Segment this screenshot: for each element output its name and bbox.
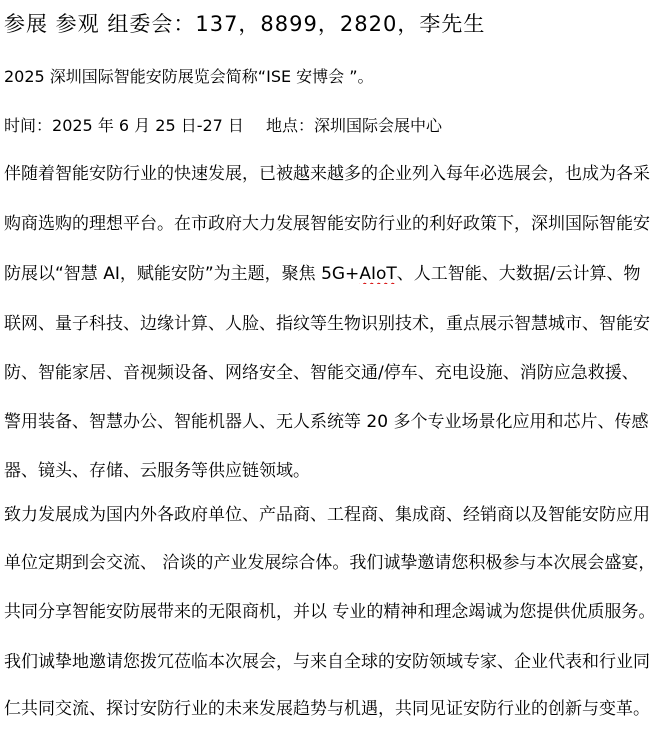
- paragraph1-line: 警用装备、智慧办公、智能机器人、无人系统等 20 多个专业场景化应用和芯片、传感: [4, 412, 649, 432]
- paragraph1-line: [4, 259, 660, 284]
- event-name-line: 2025 深圳国际智能安防展览会简称“ISE 安博会 ”。: [4, 67, 374, 86]
- paragraph1-line: 购商选购的理想平台。在市政府大力发展智能安防行业的利好政策下，深圳国际智能安: [4, 214, 650, 234]
- paragraph1-line: 伴随着智能安防行业的快速发展，已被越来越多的企业列入每年必选展会，也成为各采: [4, 164, 650, 184]
- paragraph1-text: 、人工智能、大数据/云计算、物: [396, 264, 641, 284]
- time-value: 2025 年 6 月 25 日-27 日: [52, 116, 244, 135]
- place-label: 地点：: [265, 116, 314, 135]
- place-value: 深圳国际会展中心: [313, 116, 442, 135]
- paragraph1-line: 联网、量子科技、边缘计算、人脸、指纹等生物识别技术，重点展示智慧城市、智能安: [4, 314, 650, 334]
- paragraph2-line: 致力发展成为国内外各政府单位、产品商、工程商、集成商、经销商以及智能安防应用: [4, 505, 650, 525]
- paragraph1-line: 防、智能家居、音视频设备、网络安全、智能交通/停车、充电设施、消防应急救援、: [4, 363, 639, 383]
- paragraph1-text: 防展以“智慧 AI，赋能安防”为主题，聚焦 5G+: [4, 264, 360, 284]
- spellcheck-flagged-word: AIoT: [359, 264, 397, 284]
- time-label: 时间：: [4, 116, 53, 135]
- paragraph2-line: 共同分享智能安防展带来的无限商机，并以 专业的精神和理念竭诚为您提供优质服务。: [4, 602, 656, 622]
- time-place-line: [4, 113, 442, 136]
- paragraph1-line: 器、镜头、存储、云服务等供应链领域。: [4, 461, 310, 481]
- paragraph3-line: 我们诚挚地邀请您拨冗莅临本次展会，与来自全球的安防领域专家、企业代表和行业同: [4, 652, 650, 672]
- paragraph3-line: 仁共同交流、探讨安防行业的未来发展趋势与机遇，共同见证安防行业的创新与变革。: [4, 699, 650, 719]
- contact-heading: 参展 参观 组委会：137，8899，2820，李先生: [4, 12, 486, 36]
- paragraph2-line: 单位定期到会交流、 洽谈的产业发展综合体。我们诚挚邀请您积极参与本次展会盛宴，: [4, 553, 656, 573]
